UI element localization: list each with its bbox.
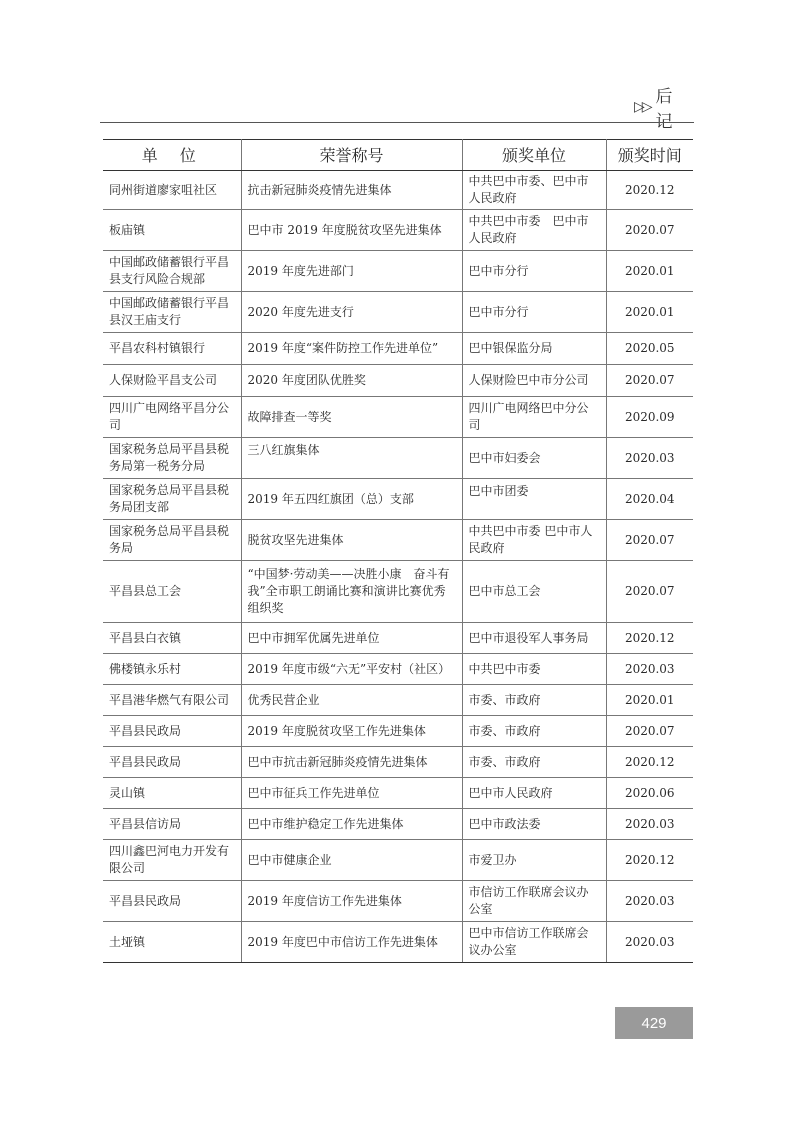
cell-issuer: 巴中市妇委会 [462,438,606,479]
cell-issuer: 巴中市人民政府 [462,778,606,809]
cell-issuer: 市委、市政府 [462,747,606,778]
cell-title: 2019 年度市级“六无”平安村（社区） [241,654,462,685]
column-header-unit: 单位 [103,140,241,171]
cell-unit: 板庙镇 [103,210,241,251]
table-row [103,654,693,685]
cell-title: 故障排查一等奖 [241,397,462,438]
cell-issuer: 巴中市退役军人事务局 [462,623,606,654]
cell-issuer: 中共巴中市委 [462,654,606,685]
cell-issuer: 四川广电网络巴中分公司 [462,397,606,438]
table-row [103,881,693,922]
table-row [103,292,693,333]
cell-unit: 平昌县白衣镇 [103,623,241,654]
cell-unit: 中国邮政储蓄银行平昌县支行风险合规部 [103,251,241,292]
cell-date: 2020.03 [606,922,693,963]
cell-title: 巴中市维护稳定工作先进集体 [241,809,462,840]
table-row [103,520,693,561]
cell-title: “中国梦·劳动美——决胜小康 奋斗有我”全市职工朗诵比赛和演讲比赛优秀组织奖 [241,561,462,623]
cell-date: 2020.07 [606,561,693,623]
header-divider [100,122,694,123]
cell-unit: 人保财险平昌支公司 [103,365,241,397]
cell-date: 2020.12 [606,171,693,210]
table-row [103,479,693,520]
cell-title: 巴中市拥军优属先进单位 [241,623,462,654]
cell-date: 2020.03 [606,881,693,922]
cell-date: 2020.07 [606,520,693,561]
table-row [103,747,693,778]
cell-issuer: 巴中市总工会 [462,561,606,623]
table-row [103,365,693,397]
cell-title: 巴中市征兵工作先进单位 [241,778,462,809]
cell-unit: 国家税务总局平昌县税务局第一税务分局 [103,438,241,479]
cell-unit: 平昌县信访局 [103,809,241,840]
table-row [103,840,693,881]
cell-title: 优秀民营企业 [241,685,462,716]
cell-unit: 同州街道廖家咀社区 [103,171,241,210]
cell-issuer: 市爱卫办 [462,840,606,881]
cell-title: 抗击新冠肺炎疫情先进集体 [241,171,462,210]
table-row [103,809,693,840]
cell-date: 2020.01 [606,251,693,292]
cell-issuer: 市委、市政府 [462,685,606,716]
cell-unit: 四川鑫巴河电力开发有限公司 [103,840,241,881]
cell-date: 2020.01 [606,685,693,716]
double-triangle-icon: ▷▷ [634,99,650,115]
cell-unit: 平昌县民政局 [103,881,241,922]
table-row [103,778,693,809]
table-row [103,623,693,654]
table-row [103,685,693,716]
cell-issuer: 中共巴中市委 巴中市人民政府 [462,520,606,561]
cell-title: 2019 年度“案件防控工作先进单位” [241,333,462,365]
cell-date: 2020.03 [606,438,693,479]
cell-date: 2020.04 [606,479,693,520]
cell-issuer: 巴中市分行 [462,292,606,333]
cell-title: 巴中市抗击新冠肺炎疫情先进集体 [241,747,462,778]
cell-issuer: 人保财险巴中市分公司 [462,365,606,397]
cell-date: 2020.06 [606,778,693,809]
cell-date: 2020.01 [606,292,693,333]
cell-title: 巴中市健康企业 [241,840,462,881]
cell-unit: 平昌县总工会 [103,561,241,623]
table-row [103,333,693,365]
cell-date: 2020.09 [606,397,693,438]
awards-table [103,139,693,963]
cell-date: 2020.12 [606,747,693,778]
cell-date: 2020.07 [606,365,693,397]
section-title: 后记 [655,87,676,132]
cell-title: 巴中市 2019 年度脱贫攻坚先进集体 [241,210,462,251]
cell-date: 2020.03 [606,654,693,685]
cell-issuer: 巴中市政法委 [462,809,606,840]
cell-issuer: 巴中市团委 [462,479,606,520]
cell-unit: 四川广电网络平昌分公司 [103,397,241,438]
cell-date: 2020.12 [606,623,693,654]
cell-unit: 平昌港华燃气有限公司 [103,685,241,716]
cell-title: 2020 年度团队优胜奖 [241,365,462,397]
cell-title: 三八红旗集体 [241,438,462,479]
cell-title: 2019 年度巴中市信访工作先进集体 [241,922,462,963]
cell-unit: 佛楼镇永乐村 [103,654,241,685]
cell-date: 2020.12 [606,840,693,881]
cell-unit: 灵山镇 [103,778,241,809]
cell-unit: 平昌农科村镇银行 [103,333,241,365]
cell-date: 2020.07 [606,210,693,251]
section-header [634,87,694,132]
cell-issuer: 市委、市政府 [462,716,606,747]
cell-unit: 平昌县民政局 [103,747,241,778]
table-row [103,716,693,747]
cell-issuer: 中共巴中市委、巴中市人民政府 [462,171,606,210]
cell-unit: 国家税务总局平昌县税务局 [103,520,241,561]
table-header-row [103,140,693,171]
page-number: 429 [615,1007,693,1039]
table-row [103,210,693,251]
cell-date: 2020.05 [606,333,693,365]
cell-date: 2020.03 [606,809,693,840]
cell-title: 2019 年度脱贫攻坚工作先进集体 [241,716,462,747]
table-row [103,438,693,479]
cell-issuer: 市信访工作联席会议办公室 [462,881,606,922]
table-row [103,171,693,210]
cell-unit: 中国邮政储蓄银行平昌县汉王庙支行 [103,292,241,333]
cell-issuer: 巴中市信访工作联席会议办公室 [462,922,606,963]
table-row [103,397,693,438]
cell-title: 2019 年度信访工作先进集体 [241,881,462,922]
cell-title: 2019 年五四红旗团（总）支部 [241,479,462,520]
cell-title: 脱贫攻坚先进集体 [241,520,462,561]
cell-unit: 土垭镇 [103,922,241,963]
column-header-date: 颁奖时间 [606,140,693,171]
table-row [103,561,693,623]
column-header-title: 荣誉称号 [241,140,462,171]
cell-title: 2019 年度先进部门 [241,251,462,292]
table-row [103,922,693,963]
cell-unit: 国家税务总局平昌县税务局团支部 [103,479,241,520]
cell-date: 2020.07 [606,716,693,747]
cell-issuer: 中共巴中市委 巴中市人民政府 [462,210,606,251]
table-row [103,251,693,292]
cell-issuer: 巴中市分行 [462,251,606,292]
cell-issuer: 巴中银保监分局 [462,333,606,365]
column-header-issuer: 颁奖单位 [462,140,606,171]
cell-unit: 平昌县民政局 [103,716,241,747]
cell-title: 2020 年度先进支行 [241,292,462,333]
